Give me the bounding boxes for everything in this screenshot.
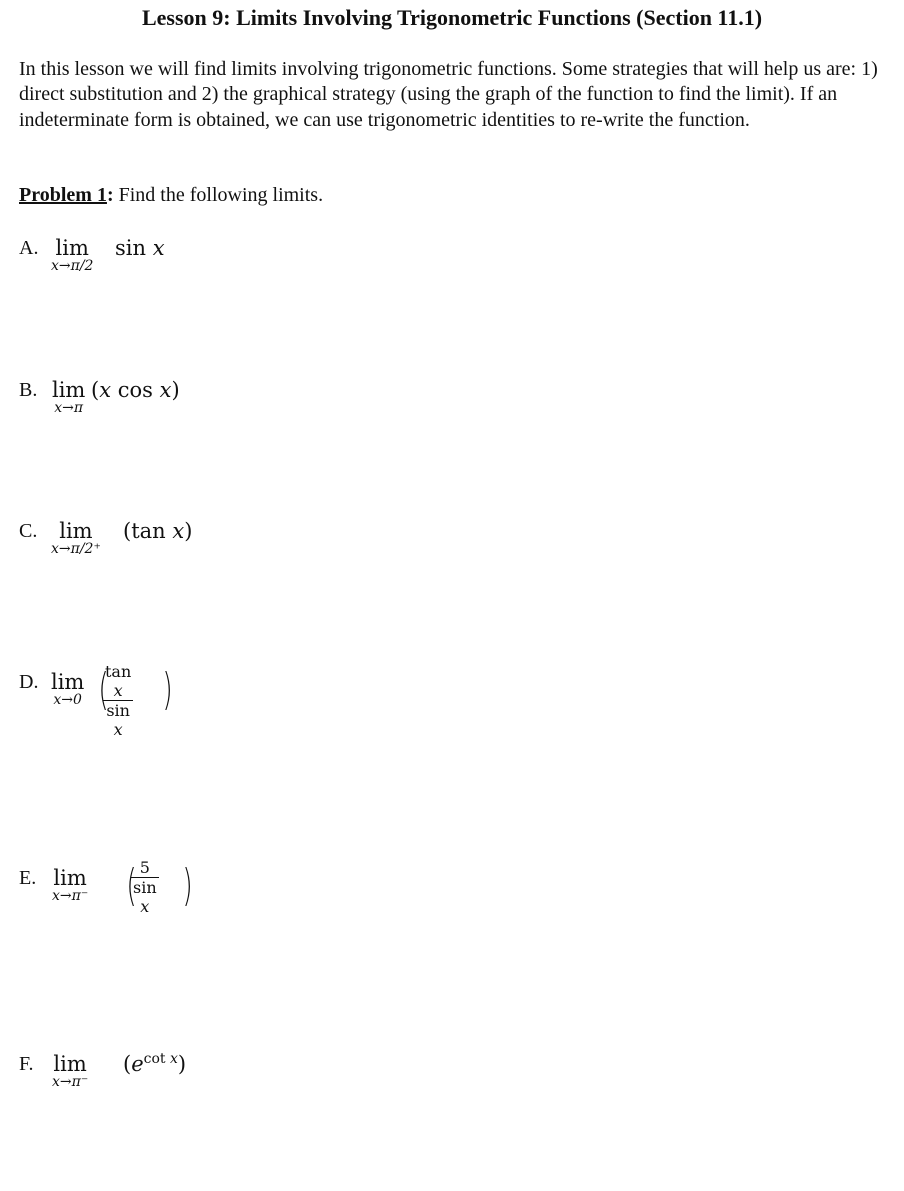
expr-var: x — [172, 519, 185, 543]
den-var: x — [140, 897, 150, 916]
problem-colon: : — [106, 184, 114, 206]
limit-expression — [91, 378, 180, 402]
lim-word: lim — [55, 236, 89, 260]
lim-word: lim — [52, 378, 86, 402]
problem-label: Problem 1 — [19, 184, 107, 206]
lim-word: lim — [59, 519, 93, 543]
lim-approach: x→π/2⁺ — [51, 541, 101, 557]
item-letter: D. — [19, 671, 39, 693]
limit-expression — [123, 1052, 186, 1076]
intro-paragraph: In this lesson we will find limits involving trigonometric functions. Some strategies that will help us are: 1) direct substitution and 2) the graphical strategy (using the graph of the function to find the limit). If an indeterminate form is obtained, we can use trigonometric identities to re-write the function. — [19, 58, 878, 131]
expr-exponent — [144, 1051, 178, 1067]
lim-operator — [52, 1052, 88, 1090]
lim-approach: x→0 — [53, 692, 82, 708]
lim-approach: x→π⁻ — [52, 888, 89, 904]
fraction-denominator — [131, 878, 159, 916]
lim-operator — [52, 866, 88, 904]
fraction — [103, 662, 133, 739]
item-letter: F. — [19, 1053, 34, 1075]
limit-expression — [123, 519, 192, 543]
item-letter: B. — [19, 379, 38, 401]
num-var: x — [113, 681, 123, 700]
paren-open: ( — [98, 664, 109, 715]
lim-operator — [52, 378, 85, 416]
expr-base: e — [131, 1052, 144, 1076]
num-fn: tan — [105, 662, 132, 681]
expr-open: ( — [91, 378, 100, 402]
paren-close: ) — [162, 664, 173, 715]
paren-close: ) — [182, 860, 193, 911]
den-fn: sin — [133, 878, 157, 897]
item-letter: C. — [19, 520, 38, 542]
den-var: x — [113, 720, 123, 739]
fraction-numerator: 5 — [131, 858, 159, 878]
lim-operator — [51, 670, 84, 708]
fraction-denominator — [103, 701, 133, 739]
expr-open: ( — [123, 1052, 132, 1076]
exp-fn: cot — [143, 1051, 170, 1067]
lim-word: lim — [53, 866, 87, 890]
expr-var: x — [99, 378, 112, 402]
exp-var: x — [170, 1051, 178, 1067]
lim-word: lim — [51, 670, 85, 694]
fraction — [131, 858, 159, 916]
lim-word: lim — [53, 1052, 87, 1076]
page-title: Lesson 9: Limits Involving Trigonometric Functions (Section 11.1) — [141, 5, 763, 30]
expr-close: ) — [171, 378, 180, 402]
lim-operator — [51, 236, 93, 274]
expr-var: x — [152, 236, 165, 260]
lim-approach: x→π — [54, 400, 84, 416]
lim-operator — [51, 519, 101, 557]
problem-heading — [19, 183, 323, 207]
expr-open: (tan — [123, 519, 173, 543]
den-fn: sin — [106, 701, 130, 720]
fraction-numerator — [103, 662, 133, 701]
lim-approach: x→π⁻ — [52, 1074, 89, 1090]
problem-instruction: Find the following limits. — [113, 184, 324, 206]
lim-approach: x→π/2 — [51, 258, 94, 274]
paren-open: ( — [126, 860, 137, 911]
expr-close: ) — [184, 519, 193, 543]
expr-fn: cos — [111, 378, 160, 402]
expr-fn: sin — [115, 236, 153, 260]
item-letter: A. — [19, 237, 39, 259]
expr-close: ) — [177, 1052, 187, 1076]
expr-var2: x — [159, 378, 172, 402]
item-letter: E. — [19, 867, 37, 889]
limit-expression — [115, 236, 165, 260]
